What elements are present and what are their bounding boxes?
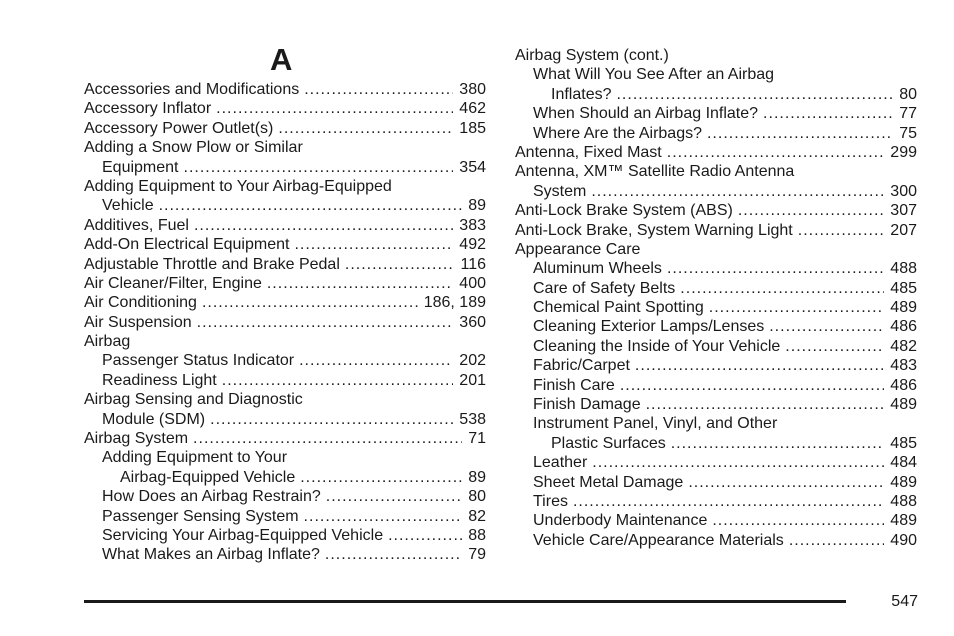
index-entry-page: 400 — [459, 274, 486, 292]
index-entry-text: What Makes an Airbag Inflate? — [102, 546, 320, 564]
index-entry — [84, 177, 486, 196]
index-entry — [84, 216, 486, 235]
index-column-left — [84, 80, 486, 565]
index-entry-page: 482 — [890, 337, 917, 355]
index-entry-text: Air Conditioning — [84, 294, 197, 312]
index-entry-page: 80 — [468, 488, 486, 506]
dot-leader — [573, 492, 884, 511]
index-entry — [84, 448, 486, 467]
index-entry-page: 380 — [459, 81, 486, 98]
index-entry-page: 185 — [459, 119, 486, 137]
index-entry-page: 116 — [460, 255, 486, 273]
dot-leader — [193, 429, 462, 448]
index-entry — [515, 65, 917, 84]
index-entry — [515, 492, 917, 511]
index-entry-page: 307 — [890, 202, 917, 220]
section-letter-heading: A — [270, 42, 293, 77]
index-entry-page: 299 — [890, 143, 917, 161]
index-entry — [84, 235, 486, 254]
index-entry-text: Equipment — [102, 158, 179, 176]
dot-leader — [304, 507, 463, 526]
index-entry-page: 89 — [468, 468, 486, 486]
index-entry-page: 89 — [468, 197, 486, 215]
index-entry-page: 538 — [459, 410, 486, 428]
index-entry — [515, 259, 917, 278]
index-entry — [515, 356, 917, 375]
dot-leader — [591, 182, 884, 201]
index-entry — [84, 545, 486, 564]
index-entry-page: 485 — [890, 279, 917, 297]
dot-leader — [738, 201, 884, 220]
index-entry-text: Aluminum Wheels — [533, 260, 662, 278]
index-entry-text: Passenger Sensing System — [102, 507, 299, 525]
index-entry — [84, 313, 486, 332]
dot-leader — [620, 376, 884, 395]
index-entry-text: Adding Equipment to Your Airbag-Equipped — [84, 177, 392, 195]
page-number: 547 — [891, 593, 918, 610]
index-entry-text: Fabric/Carpet — [533, 357, 630, 375]
index-entry-text: Where Are the Airbags? — [533, 124, 702, 142]
dot-leader — [769, 317, 884, 336]
index-entry — [515, 46, 917, 65]
index-entry-text: Readiness Light — [102, 371, 217, 389]
index-entry-page: 75 — [899, 124, 917, 142]
index-entry-page: 79 — [468, 546, 486, 564]
index-entry — [515, 376, 917, 395]
index-entry-page: 489 — [890, 396, 917, 414]
index-entry-text: Airbag System (cont.) — [515, 47, 669, 64]
index-entry — [515, 279, 917, 298]
index-entry — [515, 240, 917, 259]
index-entry-text: Cleaning Exterior Lamps/Lenses — [533, 318, 765, 336]
index-entry-page: 492 — [459, 236, 486, 254]
index-entry-page: 202 — [459, 352, 486, 370]
dot-leader — [798, 221, 885, 240]
index-entry-page: 300 — [890, 182, 917, 200]
index-entry — [515, 104, 917, 123]
index-entry-text: Airbag System — [84, 430, 189, 448]
dot-leader — [635, 356, 884, 375]
dot-leader — [202, 293, 418, 312]
index-entry-text: Servicing Your Airbag-Equipped Vehicle — [102, 526, 384, 544]
index-entry — [84, 507, 486, 526]
index-entry-page: 489 — [890, 512, 917, 530]
index-entry — [515, 434, 917, 453]
dot-leader — [763, 104, 893, 123]
index-entry — [515, 221, 917, 240]
index-entry-page: 71 — [468, 430, 486, 448]
index-entry-page: 201 — [459, 371, 486, 389]
index-entry — [84, 410, 486, 429]
index-entry-text: How Does an Airbag Restrain? — [102, 488, 321, 506]
index-entry-page: 485 — [890, 434, 917, 452]
index-entry-page: 383 — [459, 216, 486, 234]
index-entry-text: Finish Damage — [533, 396, 641, 414]
index-entry — [515, 531, 917, 550]
dot-leader — [294, 235, 453, 254]
index-entry-page: 207 — [890, 221, 917, 239]
index-entry-page: 488 — [890, 260, 917, 278]
index-entry — [515, 124, 917, 143]
index-entry-text: Accessory Power Outlet(s) — [84, 119, 274, 137]
index-entry — [84, 526, 486, 545]
index-entry-text: Air Cleaner/Filter, Engine — [84, 274, 262, 292]
index-entry-page: 462 — [459, 100, 486, 118]
index-entry-page: 490 — [890, 531, 917, 549]
dot-leader — [646, 395, 885, 414]
index-entry — [515, 395, 917, 414]
index-entry — [84, 196, 486, 215]
dot-leader — [345, 255, 455, 274]
index-entry — [84, 158, 486, 177]
index-entry-text: Additives, Fuel — [84, 216, 189, 234]
footer-rule — [84, 600, 846, 603]
dot-leader — [680, 279, 884, 298]
index-entry-page: 483 — [890, 357, 917, 375]
index-entry-text: Vehicle Care/Appearance Materials — [533, 531, 784, 549]
index-entry-text: Anti-Lock Brake System (ABS) — [515, 202, 733, 220]
index-entry-text: Inflates? — [551, 85, 612, 103]
index-entry — [515, 414, 917, 433]
dot-leader — [159, 196, 463, 215]
dot-leader — [712, 511, 884, 530]
index-entry-text: Airbag-Equipped Vehicle — [120, 468, 296, 486]
index-entry-text: Airbag Sensing and Diagnostic — [84, 391, 303, 409]
dot-leader — [709, 298, 885, 317]
index-entry-text: Airbag — [84, 333, 131, 351]
dot-leader — [671, 434, 885, 453]
index-entry-page: 77 — [899, 105, 917, 123]
index-entry-text: Vehicle — [102, 197, 154, 215]
index-entry — [84, 371, 486, 390]
dot-leader — [184, 158, 454, 177]
index-entry-text: Anti-Lock Brake, System Warning Light — [515, 221, 793, 239]
dot-leader — [278, 119, 453, 138]
index-entry-text: Module (SDM) — [102, 410, 206, 428]
index-entry — [515, 453, 917, 472]
index-entry — [84, 80, 486, 99]
index-entry — [84, 255, 486, 274]
index-entry-text: Sheet Metal Damage — [533, 473, 684, 491]
index-entry-text: Plastic Surfaces — [551, 434, 666, 452]
index-entry — [84, 274, 486, 293]
index-entry — [84, 487, 486, 506]
index-entry-text: Antenna, XM™ Satellite Radio Antenna — [515, 163, 795, 181]
index-entry-page: 486 — [890, 376, 917, 394]
index-entry — [84, 119, 486, 138]
dot-leader — [688, 473, 884, 492]
index-entry — [84, 138, 486, 157]
index-entry-text: Passenger Status Indicator — [102, 352, 295, 370]
dot-leader — [785, 337, 884, 356]
index-entry — [515, 162, 917, 181]
index-entry-text: Chemical Paint Spotting — [533, 299, 704, 317]
index-entry-page: 486 — [890, 318, 917, 336]
dot-leader — [667, 259, 884, 278]
index-entry — [84, 293, 486, 312]
index-entry-text: Air Suspension — [84, 313, 192, 331]
dot-leader — [667, 143, 885, 162]
dot-leader — [388, 526, 462, 545]
index-entry-text: When Should an Airbag Inflate? — [533, 105, 759, 123]
index-entry-page: 489 — [890, 299, 917, 317]
index-entry-page: 82 — [468, 507, 486, 525]
index-entry-text: Accessory Inflator — [84, 100, 212, 118]
index-entry — [84, 351, 486, 370]
index-entry-text: Adjustable Throttle and Brake Pedal — [84, 255, 340, 273]
index-entry-text: Adding Equipment to Your — [102, 449, 288, 467]
dot-leader — [194, 216, 453, 235]
index-entry-text: Care of Safety Belts — [533, 279, 676, 297]
index-entry-page: 186, 189 — [423, 294, 486, 312]
index-entry-page: 354 — [459, 158, 486, 176]
index-entry-text: Leather — [533, 454, 588, 472]
index-entry-text: Tires — [533, 492, 568, 510]
dot-leader — [197, 313, 454, 332]
index-entry-page: 488 — [890, 492, 917, 510]
dot-leader — [707, 124, 893, 143]
dot-leader — [304, 80, 453, 99]
dot-leader — [299, 351, 453, 370]
index-entry-text: System — [533, 182, 587, 200]
index-entry — [84, 99, 486, 118]
index-entry — [84, 332, 486, 351]
index-column-right — [515, 46, 917, 550]
index-entry — [84, 390, 486, 409]
index-entry — [515, 143, 917, 162]
index-entry — [515, 511, 917, 530]
index-entry-text: Instrument Panel, Vinyl, and Other — [533, 415, 778, 433]
index-entry-text: Underbody Maintenance — [533, 512, 708, 530]
dot-leader — [210, 410, 453, 429]
index-entry — [515, 182, 917, 201]
index-entry-page: 489 — [890, 473, 917, 491]
index-entry — [515, 298, 917, 317]
index-entry-text: Accessories and Modifications — [84, 81, 300, 98]
index-entry — [515, 201, 917, 220]
index-entry-page: 88 — [468, 526, 486, 544]
dot-leader — [325, 545, 462, 564]
index-entry-text: Add-On Electrical Equipment — [84, 236, 290, 254]
index-entry-text: Finish Care — [533, 376, 615, 394]
index-entry-page: 360 — [459, 313, 486, 331]
index-entry — [515, 85, 917, 104]
index-entry-text: Cleaning the Inside of Your Vehicle — [533, 337, 781, 355]
index-entry — [515, 337, 917, 356]
dot-leader — [616, 85, 893, 104]
dot-leader — [326, 487, 462, 506]
index-entry-text: Antenna, Fixed Mast — [515, 143, 662, 161]
index-entry-text: Appearance Care — [515, 240, 641, 258]
index-entry-text: Adding a Snow Plow or Similar — [84, 139, 303, 157]
dot-leader — [300, 468, 462, 487]
index-entry-page: 80 — [899, 85, 917, 103]
dot-leader — [789, 531, 884, 550]
index-entry — [84, 429, 486, 448]
index-entry-page: 484 — [890, 454, 917, 472]
index-entry-text: What Will You See After an Airbag — [533, 66, 775, 84]
index-entry — [515, 317, 917, 336]
dot-leader — [216, 99, 453, 118]
index-entry — [84, 468, 486, 487]
dot-leader — [222, 371, 454, 390]
dot-leader — [267, 274, 453, 293]
index-entry — [515, 473, 917, 492]
dot-leader — [592, 453, 884, 472]
